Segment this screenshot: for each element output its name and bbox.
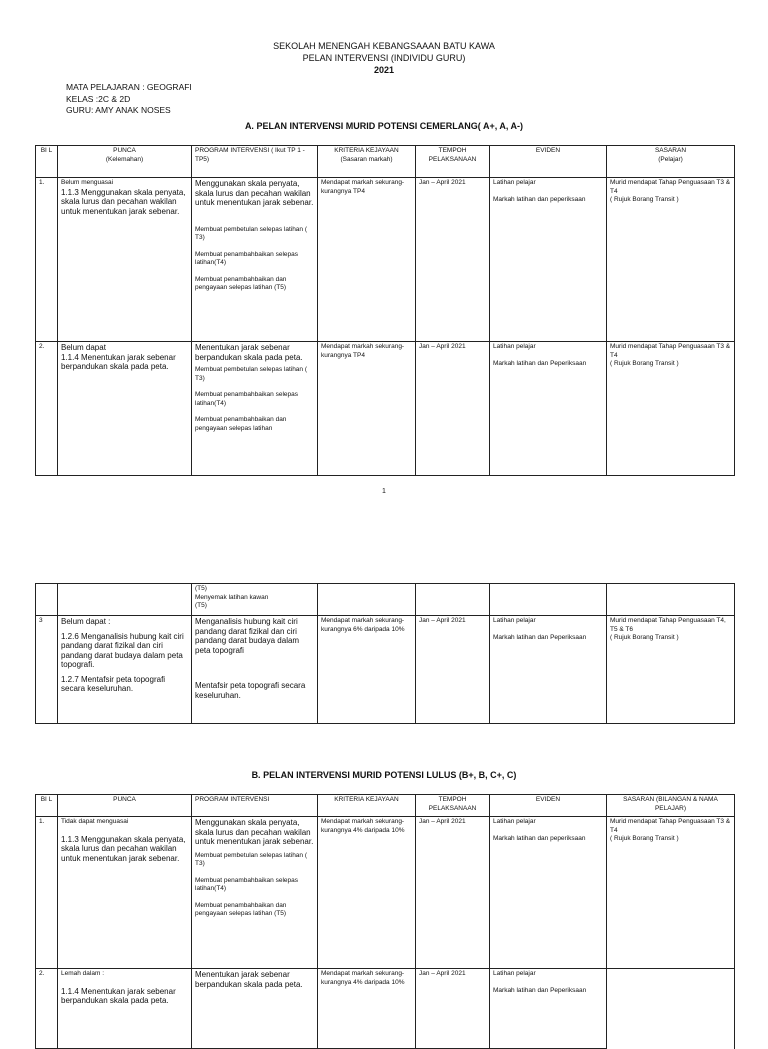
col-punca-label: PUNCA (113, 147, 136, 154)
sasaran-text: Murid mendapat Tahap Penguasaan T3 & T4 (610, 343, 731, 359)
program-main: Menganalisis hubung kait ciri pandang darat fizikal dan ciri pandang darat budaya dalam peta topografi (195, 617, 300, 655)
row-tempoh: Jan – April 2021 (416, 817, 490, 969)
program-step: Membuat pembetulan selepas latihan ( T3) (195, 851, 308, 867)
table-row (36, 342, 735, 476)
punca-heading: Lemah dalam : (61, 970, 104, 977)
row-program (192, 616, 318, 724)
sasaran-text: Murid mendapat Tahap Penguasaan T3 & T4 (610, 818, 731, 834)
teacher-label: GURU: AMY ANAK NOSES (66, 105, 171, 115)
eviden-item: Latihan pelajar (493, 617, 536, 624)
sasaran-ref: ( Rujuk Borang Transit ) (610, 196, 679, 203)
eviden-item: Latihan pelajar (493, 970, 536, 977)
program-step: Membuat penambahbaikan selepas latihan(T4) (195, 250, 298, 266)
class-label: KELAS :2C & 2D (66, 93, 131, 104)
row-program (192, 969, 318, 1049)
subject-label: MATA PELAJARAN : GEOGRAFI (66, 82, 192, 92)
row-program (192, 342, 318, 476)
section-a-table (35, 145, 735, 476)
table-row (36, 817, 735, 969)
program-step: (T5) (195, 602, 207, 609)
row-punca (58, 616, 192, 724)
row-sasaran (607, 342, 735, 476)
table-header-row (36, 146, 735, 178)
row-sasaran (607, 817, 735, 969)
document-header (0, 40, 768, 76)
col-kriteria (318, 146, 416, 178)
col-sasaran-label: SASARAN (654, 147, 687, 154)
col-eviden: EVIDEN (490, 146, 607, 178)
program-step: Membuat pembetulan selepas latihan ( T3) (195, 225, 308, 241)
row-kriteria: Mendapat markah sekurang-kurangnya 4% daripada 10% (318, 817, 416, 969)
sasaran-text: Murid mendapat Tahap Penguasaan T3 & T4 (610, 179, 731, 195)
row-bil: 3 (36, 616, 58, 724)
col-kriteria: KRITERIA KEJAYAAN (318, 795, 416, 817)
section-b-title: B. PELAN INTERVENSI MURID POTENSI LULUS (B+, B, C+, C) (251, 770, 517, 780)
row-tempoh: Jan – April 2021 (416, 342, 490, 476)
eviden-item: Markah latihan dan Peperiksaan (493, 633, 587, 641)
punca-detail: 1.1.3 Menggunakan skala penyata, skala lurus dan pecahan wakilan untuk menentukan jarak sebenar. (61, 834, 186, 863)
row-eviden (490, 342, 607, 476)
col-program: PROGRAM INTERVENSI (192, 795, 318, 817)
punca-detail: 1.1.3 Menggunakan skala penyata, skala lurus dan pecahan wakilan untuk menentukan jarak sebenar. (61, 187, 186, 216)
row-bil: 2. (36, 342, 58, 476)
sasaran-text: Murid mendapat Tahap Penguasaan T4, T5 & T6 (610, 617, 726, 633)
section-a-title: A. PELAN INTERVENSI MURID POTENSI CEMERLANG( A+, A, A-) (244, 121, 524, 131)
school-name: SEKOLAH MENENGAH KEBANGSAAAN BATU KAWA (273, 41, 495, 51)
program-step: Membuat penambahbaikan dan pengayaan selepas latihan (195, 416, 287, 432)
document-meta (66, 82, 192, 117)
program-step: (T5) (195, 585, 207, 592)
col-kriteria-label: KRITERIA KEJAYAAN (334, 147, 399, 154)
row-bil: 2. (36, 969, 58, 1049)
col-sasaran: SASARAN (BILANGAN & NAMA PELAJAR) (607, 795, 735, 817)
row-punca (58, 342, 192, 476)
col-punca (58, 146, 192, 178)
sasaran-ref: ( Rujuk Borang Transit ) (610, 634, 679, 641)
col-kriteria-sub: (Sasaran markah) (340, 155, 393, 163)
col-tempoh: TEMPOH PELAKSANAAN (416, 146, 490, 178)
row-kriteria: Mendapat markah sekurang-kurangnya TP4 (318, 342, 416, 476)
row-tempoh: Jan – April 2021 (416, 969, 490, 1049)
row-eviden (490, 817, 607, 969)
row-bil: 1. (36, 178, 58, 342)
program-main: Menentukan jarak sebenar berpandukan skala pada peta. (195, 970, 303, 989)
program-step: Membuat penambahbaikan selepas latihan(T4) (195, 391, 298, 407)
eviden-item: Markah latihan dan peperiksaan (493, 195, 586, 203)
punca-detail: 1.1.4 Menentukan jarak sebenar berpandukan skala pada peta. (61, 352, 176, 371)
col-bil: BI L (36, 795, 58, 817)
punca-heading: Belum dapat (61, 343, 106, 352)
section-b-table (35, 794, 735, 1049)
table-row (36, 178, 735, 342)
col-tempoh: TEMPOH PELAKSANAAN (416, 795, 490, 817)
row-eviden (490, 969, 607, 1049)
table-row (36, 969, 735, 1049)
punca-heading: Belum menguasai (61, 179, 114, 186)
row-eviden (490, 616, 607, 724)
row-kriteria: Mendapat markah sekurang-kurangnya TP4 (318, 178, 416, 342)
punca-heading: Belum dapat : (61, 617, 111, 626)
col-sasaran (607, 146, 735, 178)
sasaran-ref: ( Rujuk Borang Transit ) (610, 835, 679, 842)
row-kriteria: Mendapat markah sekurang-kurangnya 6% daripada 10% (318, 616, 416, 724)
program-main: Menggunakan skala penyata, skala lurus dan pecahan wakilan untuk menentukan jarak sebenar. (195, 818, 314, 846)
row-tempoh: Jan – April 2021 (416, 178, 490, 342)
punca-heading: Tidak dapat menguasai (61, 818, 129, 825)
program-main: Menentukan jarak sebenar berpandukan skala pada peta. (195, 343, 303, 362)
program-main: Mentafsir peta topografi secara keseluruhan. (195, 681, 306, 700)
row-punca (58, 969, 192, 1049)
table-row (36, 616, 735, 724)
eviden-item: Latihan pelajar (493, 179, 536, 186)
row-tempoh: Jan – April 2021 (416, 616, 490, 724)
program-main: Menggunakan skala penyata, skala lurus dan pecahan wakilan untuk menentukan jarak sebenar. (195, 179, 314, 207)
punca-detail: 1.1.4 Menentukan jarak sebenar berpandukan skala pada peta. (61, 986, 176, 1005)
sasaran-ref: ( Rujuk Borang Transit ) (610, 360, 679, 367)
program-step: Membuat pembetulan selepas latihan ( T3) (195, 366, 308, 382)
eviden-item: Markah latihan dan Peperiksaan (493, 359, 587, 367)
col-bil: BI L (36, 146, 58, 178)
col-program: PROGRAM INTERVENSI ( Ikut TP 1 - TP5) (192, 146, 318, 178)
row-eviden (490, 178, 607, 342)
table-header-row (36, 795, 735, 817)
row-program (192, 817, 318, 969)
col-punca-sub: (Kelemahan) (105, 155, 144, 163)
program-step: Menyemak latihan kawan (195, 593, 269, 601)
col-sasaran-sub: (Pelajar) (658, 155, 683, 163)
plan-year: 2021 (373, 65, 395, 75)
program-step: Membuat penambahbaikan dan pengayaan selepas latihan (T5) (195, 901, 287, 917)
page-number: 1 (382, 488, 386, 495)
eviden-item: Latihan pelajar (493, 818, 536, 825)
table-row (36, 584, 735, 616)
row-punca (58, 178, 192, 342)
punca-detail: 1.2.7 Mentafsir peta topografi secara keseluruhan. (61, 674, 166, 693)
row-kriteria: Mendapat markah sekurang-kurangnya 4% daripada 10% (318, 969, 416, 1049)
plan-title: PELAN INTERVENSI (INDIVIDU GURU) (302, 53, 466, 63)
continuation-table (35, 583, 735, 724)
col-punca: PUNCA (58, 795, 192, 817)
row-sasaran (607, 178, 735, 342)
col-eviden: EVIDEN (490, 795, 607, 817)
program-step: Membuat penambahbaikan dan pengayaan selepas latihan (T5) (195, 275, 287, 291)
eviden-item: Latihan pelajar (493, 343, 536, 350)
row-sasaran (607, 616, 735, 724)
punca-detail: 1.2.6 Menganalisis hubung kait ciri pandang darat fizikal dan ciri pandang darat budaya dalam peta topografi. (61, 631, 184, 669)
eviden-item: Markah latihan dan Peperiksaan (493, 986, 587, 994)
row-punca (58, 817, 192, 969)
row-program (192, 584, 318, 616)
row-program (192, 178, 318, 342)
eviden-item: Markah latihan dan peperiksaan (493, 834, 586, 842)
program-step: Membuat penambahbaikan selepas latihan(T4) (195, 876, 298, 892)
row-bil: 1. (36, 817, 58, 969)
